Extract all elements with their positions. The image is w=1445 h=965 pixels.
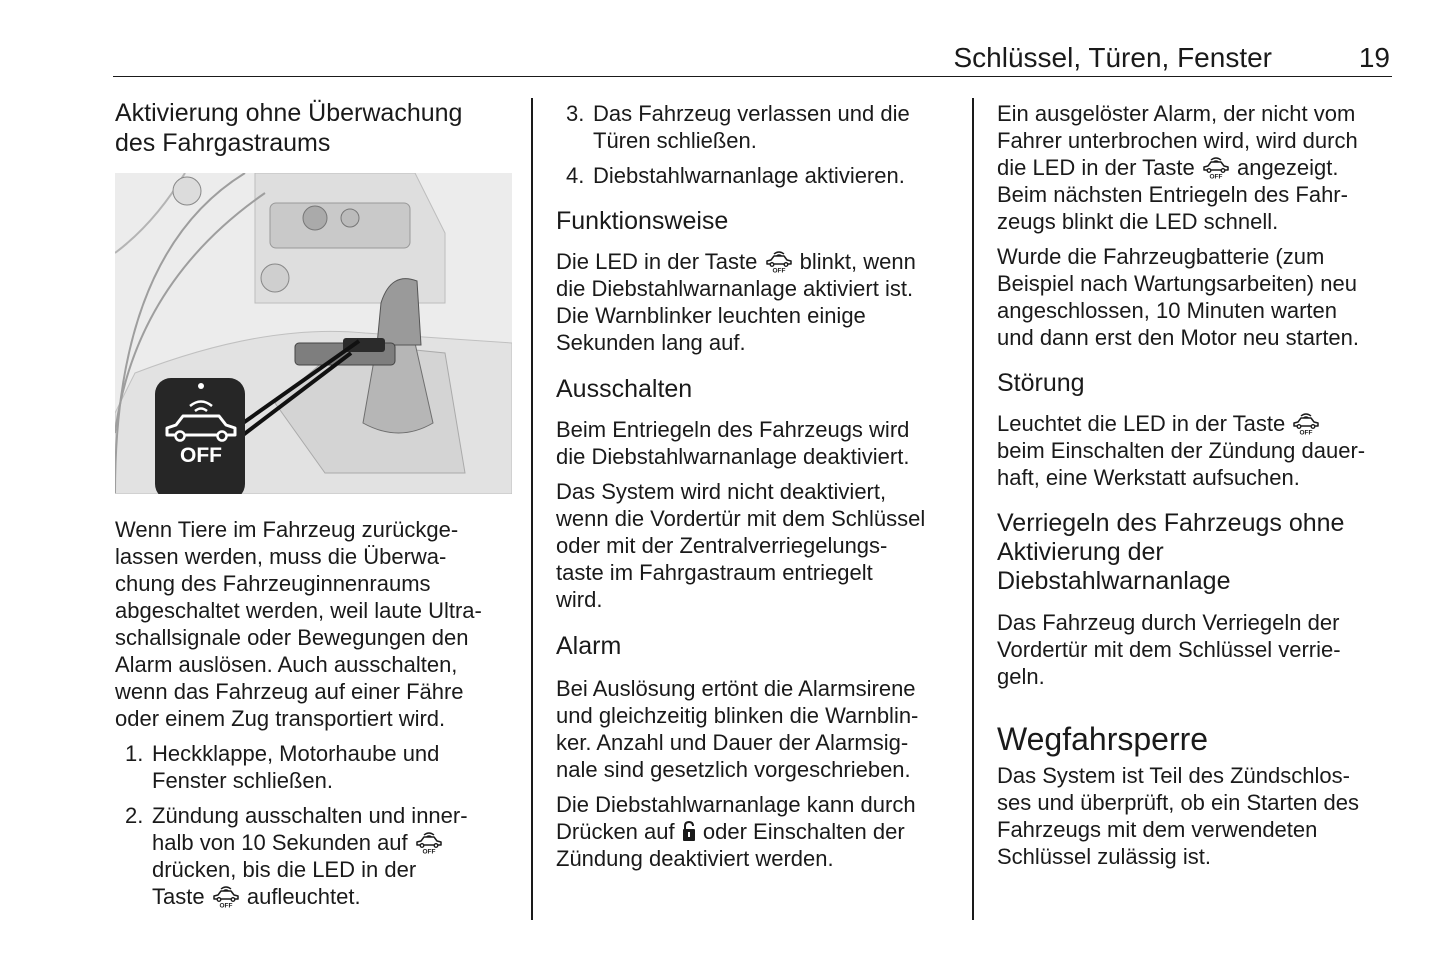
chapter-title: Schlüssel, Türen, Fenster xyxy=(953,42,1272,73)
paragraph-verriegeln: Das Fahrzeug durch Verriegeln der Vordertür mit dem Schlüssel verrie- geln. xyxy=(997,610,1341,689)
alarm-off-icon xyxy=(764,249,794,273)
section-heading-verriegeln: Verriegeln des Fahrzeugs ohne Aktivierung der Diebstahlwarnanlage xyxy=(997,509,1345,595)
badge-label: OFF xyxy=(180,444,222,467)
section-heading-wegfahrsperre: Wegfahrsperre xyxy=(997,721,1209,757)
paragraph-ausschalten-1: Beim Entriegeln des Fahrzeugs wird die Diebstahlwarnanlage deaktiviert. xyxy=(556,417,910,469)
column-divider xyxy=(531,98,533,920)
gearshift-console-illustration xyxy=(115,173,512,494)
page-number: 19 xyxy=(1358,42,1390,73)
paragraph-alarm-2: Die Diebstahlwarnanlage kann durch Drücken auf oder Einschalten der Zündung deaktiviert werden. xyxy=(556,792,916,871)
list-item-step-1: 1. Heckklappe, Motorhaube und Fenster schließen. xyxy=(125,741,440,793)
unlock-icon xyxy=(681,819,697,843)
paragraph-funktionsweise: Die LED in der Taste blinkt, wenn die Diebstahlwarnanlage aktiviert ist. Die Warnblinker leuchten einige Sekunden lang auf. xyxy=(556,249,916,355)
section-heading-aktivierung: Aktivierung ohne Überwachung des Fahrgastraums xyxy=(115,99,463,157)
paragraph-tiere: Wenn Tiere im Fahrzeug zurückge- lassen werden, muss die Überwa- chung des Fahrzeuginnenraums abgeschaltet werden, weil laute Ultra- schallsignale oder Bewegungen den Alarm auslösen. Auch ausschalten, wenn das Fahrzeug auf einer Fähre oder einem Zug transportiert wird. xyxy=(115,517,482,731)
paragraph-alarm-led: Ein ausgelöster Alarm, der nicht vom Fahrer unterbrochen wird, wird durch die LED in der Taste angezeigt. Beim nächsten Entriegeln des Fahr- zeugs blinkt die LED schnell. xyxy=(997,101,1358,234)
paragraph-batterie: Wurde die Fahrzeugbatterie (zum Beispiel nach Wartungsarbeiten) neu angeschlossen, 10 Minuten warten und dann erst den Motor neu starten. xyxy=(997,244,1360,350)
page-header xyxy=(113,40,1392,77)
paragraph-wegfahrsperre: Das System ist Teil des Zündschlos- ses und überprüft, ob ein Starten des Fahrzeugs mit dem verwendeten Schlüssel zulässig ist. xyxy=(997,763,1360,869)
column-left xyxy=(115,98,515,910)
paragraph-ausschalten-2: Das System wird nicht deaktiviert, wenn die Vordertür mit dem Schlüssel oder mit der Zentralverriegelungs- taste im Fahrgastraum entriegelt wird. xyxy=(556,479,926,612)
column-divider xyxy=(972,98,974,920)
column-right xyxy=(997,98,1397,870)
list-item-step-2: 2. Zündung ausschalten und inner- halb von 10 Sekunden auf drücken, bis die LED in der Taste aufleuchtet. xyxy=(125,803,468,909)
section-heading-funktionsweise: Funktionsweise xyxy=(556,207,729,235)
alarm-off-icon xyxy=(414,830,444,854)
section-heading-alarm: Alarm xyxy=(556,632,622,660)
section-heading-ausschalten: Ausschalten xyxy=(556,375,693,403)
column-middle xyxy=(556,98,956,872)
section-heading-stoerung: Störung xyxy=(997,369,1085,397)
paragraph-stoerung: Leuchtet die LED in der Taste beim Einschalten der Zündung dauer- haft, eine Werkstatt aufsuchen. xyxy=(997,411,1366,490)
alarm-off-icon xyxy=(1201,155,1231,179)
alarm-off-icon xyxy=(1291,411,1321,435)
list-item-step-4: 4. Diebstahlwarnanlage aktivieren. xyxy=(566,163,905,188)
console-drawing xyxy=(115,173,512,494)
alarm-off-icon xyxy=(211,884,241,908)
paragraph-alarm-1: Bei Auslösung ertönt die Alarmsirene und gleichzeitig blinken die Warnblin- ker. Anzahl und Dauer der Alarmsig- nale sind gesetzlich vorgeschrieben. xyxy=(556,676,919,782)
list-item-step-3: 3. Das Fahrzeug verlassen und die Türen schließen. xyxy=(566,101,910,153)
